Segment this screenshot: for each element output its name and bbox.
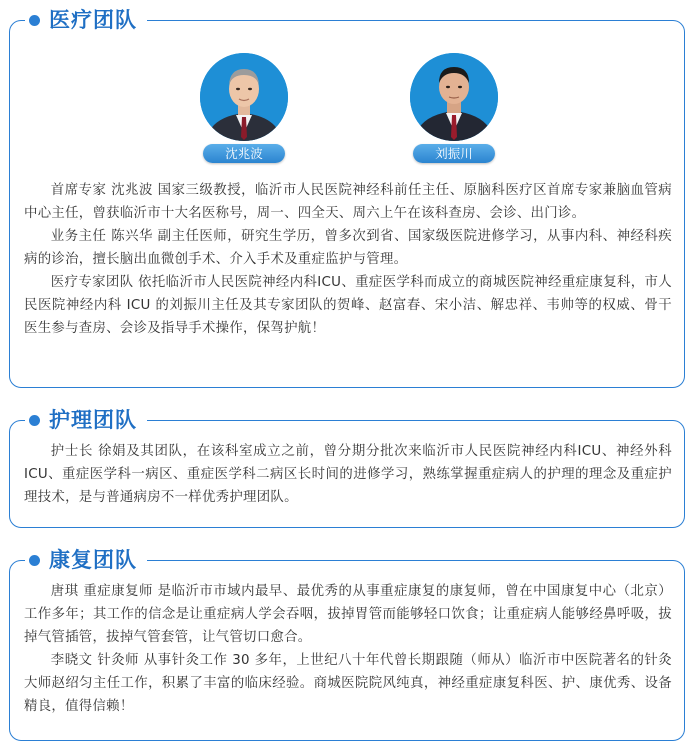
person-portrait-icon [200,53,288,141]
rehab-team-title: 康复团队 [49,548,137,572]
nursing-team-section [9,408,685,528]
paragraph: 医疗专家团队 依托临沂市人民医院神经内科ICU、重症医学科而成立的商城医院神经重症康复科，市人民医院神经内科 ICU 的刘振川主任及其专家团队的贺峰、赵富春、宋小洁、解忠祥、韦帅等的权威、骨干医生参与查房、会诊及指导手术操作，保驾护航！ [24,275,672,336]
paragraph: 业务主任 陈兴华 副主任医师，研究生学历，曾多次到省、国家级医院进修学习，从事内科、神经科疾病的诊治，擅长脑出血微创手术、介入手术及重症监护与管理。 [24,229,672,267]
rehab-team-body [24,580,672,718]
doctor-name-tag: 沈兆波 [203,144,285,163]
paragraph: 唐琪 重症康复师 是临沂市市域内最早、最优秀的从事重症康复的康复师，曾在中国康复中心（北京）工作多年；其工作的信念是让重症病人学会吞咽，拔掉胃管而能够轻口饮食；让重症病人能够经鼻呼吸，拔掉气管插管，拔掉气管套管，让气管切口愈合。 [24,584,672,645]
medical-team-title: 医疗团队 [49,8,137,32]
doctor-name-tag: 刘振川 [413,144,495,163]
paragraph: 李晓文 针灸师 从事针灸工作 30 多年，上世纪八十年代曾长期跟随（师从）临沂市中医院著名的针灸大师赵绍匀主任工作，积累了丰富的临床经验。商城医院院风纯真，神经重症康复科医、护、康优秀、设备精良，值得信赖！ [24,653,672,714]
medical-team-heading [25,5,147,35]
doctor-portrait-shen [200,53,288,141]
medical-team-body [24,179,672,340]
bullet-dot-icon [29,415,40,426]
bullet-dot-icon [29,15,40,26]
nursing-team-heading [25,405,147,435]
rehab-team-heading [25,545,147,575]
nursing-team-title: 护理团队 [49,408,137,432]
paragraph: 护士长 徐娟及其团队，在该科室成立之前，曾分期分批次来临沂市人民医院神经内科ICU、神经外科 ICU、重症医学科一病区、重症医学科二病区长时间的进修学习，熟练掌握重症病人的护理的理念及重症护理技术，是与普通病房不一样优秀护理团队。 [24,444,672,505]
bullet-dot-icon [29,555,40,566]
person-portrait-icon [410,53,498,141]
doctor-portrait-liu [410,53,498,141]
rehab-team-section [9,548,685,741]
nursing-team-body [24,440,672,509]
doctor-card-shen [194,53,294,173]
paragraph: 首席专家 沈兆波 国家三级教授，临沂市人民医院神经科前任主任、原脑科医疗区首席专家兼脑血管病中心主任，曾获临沂市十大名医称号，周一、四全天、周六上午在该科查房、会诊、出门诊。 [24,183,672,221]
doctor-card-liu [404,53,504,173]
medical-team-section [9,8,685,388]
